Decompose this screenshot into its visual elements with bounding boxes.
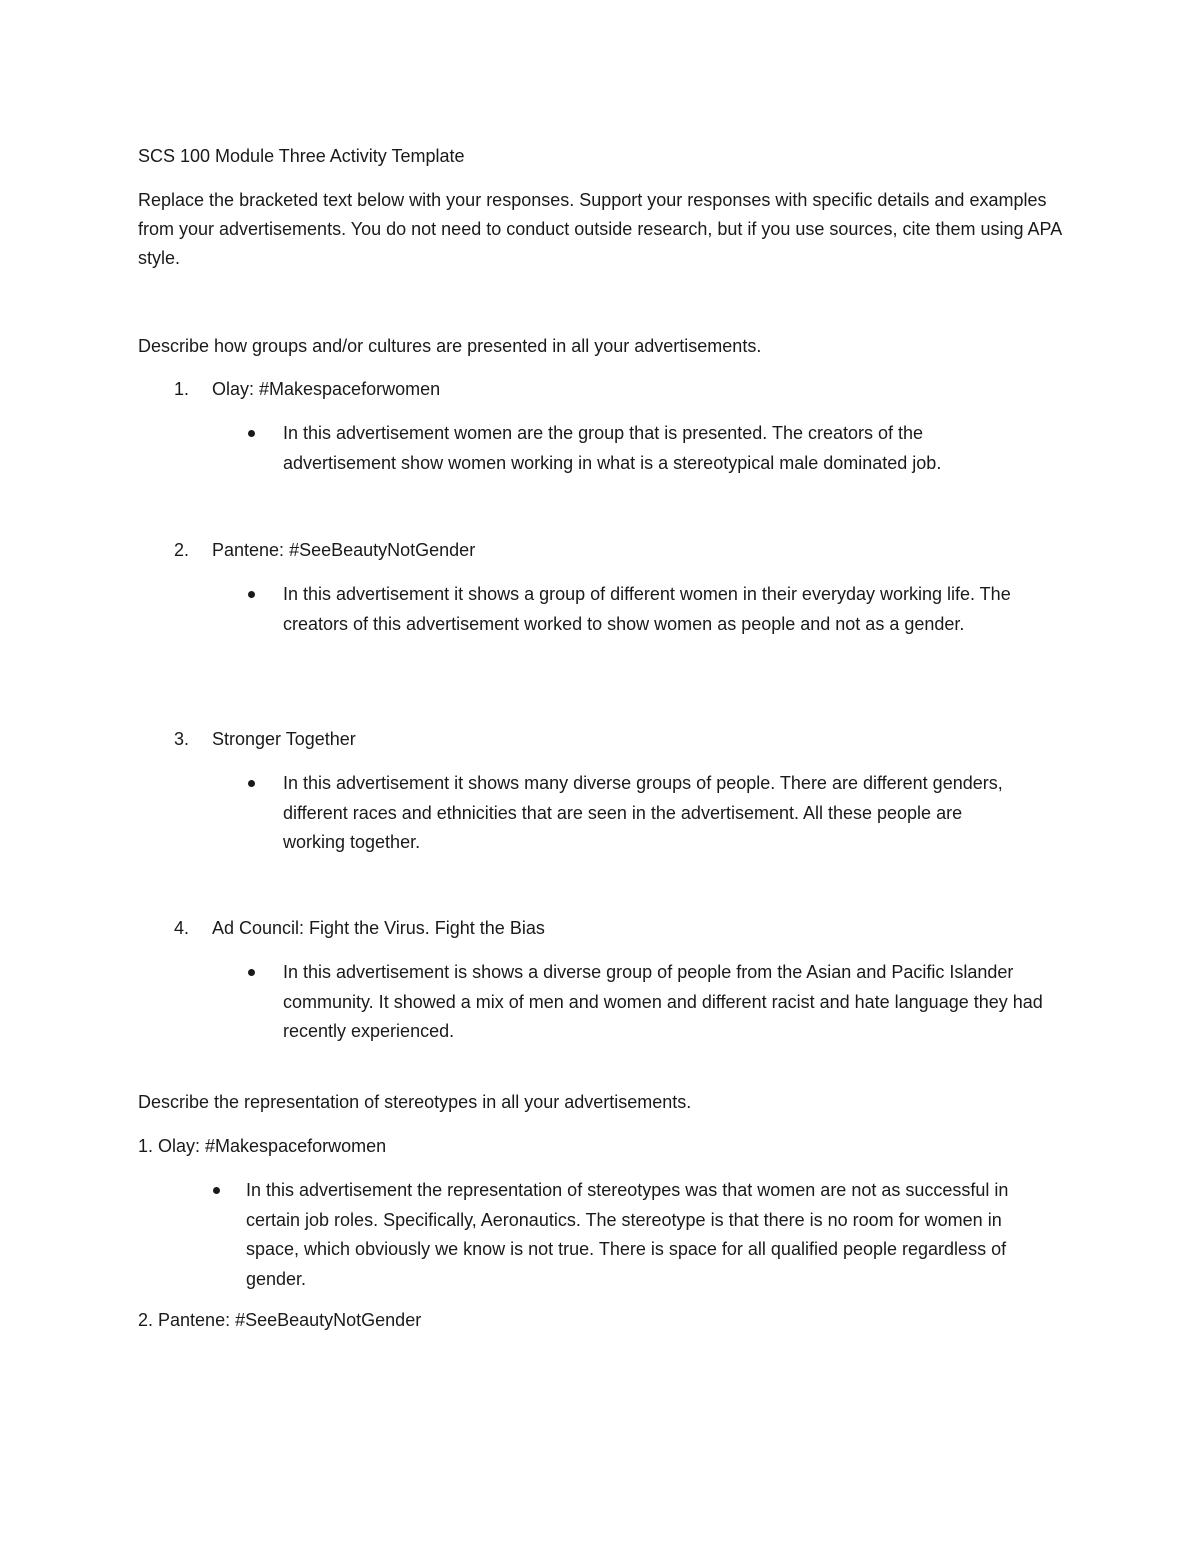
list-item-bullet: In this advertisement it shows many diverse groups of people. There are different genders, different races and ethnicities that are seen in the advertisement. All these people are working together.: [283, 773, 1003, 852]
list-number: 2.: [174, 540, 190, 560]
list-item-label: Ad Council: Fight the Virus. Fight the Bias: [212, 918, 545, 938]
bullet-icon: [248, 969, 255, 976]
section1-heading: Describe how groups and/or cultures are presented in all your advertisements.: [138, 336, 762, 356]
bullet-icon: [213, 1187, 220, 1194]
list-item-bullet: In this advertisement the representation of stereotypes was that women are not as successful in certain job roles. Specifically, Aeronautics. The stereotype is that there is no room for women in space, which obviously we know is not true. There is space for all qualified people regardless of gender.: [246, 1180, 1009, 1289]
list-item-label: Olay: #Makespaceforwomen: [212, 379, 441, 399]
bullet-icon: [248, 430, 255, 437]
list-number: 1.: [174, 379, 190, 399]
list-item-label: 2. Pantene: #SeeBeautyNotGender: [138, 1310, 422, 1330]
list-item-label: 1. Olay: #Makespaceforwomen: [138, 1136, 387, 1156]
list-number: 3.: [174, 729, 190, 749]
list-item-label: Stronger Together: [212, 729, 356, 749]
list-number: 4.: [174, 918, 190, 938]
list-item-bullet: In this advertisement is shows a diverse group of people from the Asian and Pacific Islander community. It showed a mix of men and women and different racist and hate language they had recently experienced.: [283, 962, 1043, 1041]
bullet-icon: [248, 591, 255, 598]
bullet-icon: [248, 780, 255, 787]
instructions-paragraph: Replace the bracketed text below with your responses. Support your responses with specific details and examples from your advertisements. You do not need to conduct outside research, but if you use sources, cite them using APA style.: [138, 190, 1062, 268]
section2-heading: Describe the representation of stereotypes in all your advertisements.: [138, 1092, 692, 1112]
document-title: SCS 100 Module Three Activity Template: [138, 146, 465, 166]
list-item-bullet: In this advertisement women are the group that is presented. The creators of the advertisement show women working in what is a stereotypical male dominated job.: [283, 423, 942, 473]
list-item-label: Pantene: #SeeBeautyNotGender: [212, 540, 476, 560]
list-item-bullet: In this advertisement it shows a group of different women in their everyday working life. The creators of this advertisement worked to show women as people and not as a gender.: [283, 584, 1011, 634]
